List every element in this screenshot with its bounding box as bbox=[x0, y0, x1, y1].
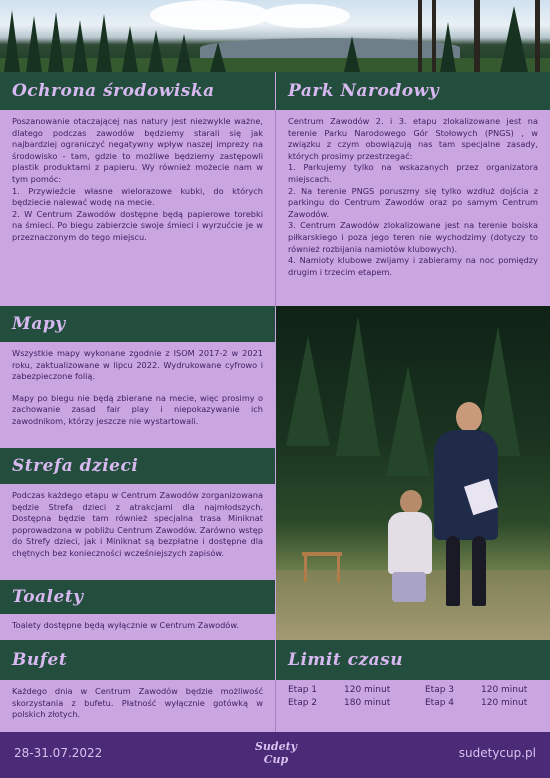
tree-trunk-shape bbox=[535, 0, 540, 72]
logo-line: Cup bbox=[263, 753, 289, 766]
stage-label: Etap 2 bbox=[288, 698, 318, 708]
child-legs bbox=[392, 572, 426, 602]
list-item: 2. Na terenie PNGS poruszmy się tylko wzdłuż dojścia z parkingu do Centrum Zawodów oraz po samym Centrum Zawodów. bbox=[288, 185, 538, 219]
runner-head bbox=[456, 402, 482, 432]
tree-trunk-shape bbox=[418, 0, 422, 72]
list-item: 4. Namioty klubowe zwijamy i zabieramy na noc pomiędzy drugim i trzecim etapem. bbox=[288, 255, 538, 277]
event-dates: 28-31.07.2022 bbox=[14, 746, 103, 760]
paragraph: Centrum Zawodów 2. i 3. etapu zlokalizowane jest na terenie Parku Narodowego Gór Stołowych (PNGS) , w związku z czym obowiązują nas tam specjalne zasady, których prosimy przestrzegać: bbox=[288, 116, 538, 161]
stage-time: 180 minut bbox=[344, 698, 391, 708]
section-heading-park: Park Narodowy bbox=[276, 72, 550, 110]
paragraph: Każdego dnia w Centrum Zawodów będzie możliwość skorzystania z bufetu. Płatność wyłącznie gotówką w polskich złotych. bbox=[12, 686, 263, 720]
cloud-shape bbox=[150, 0, 270, 30]
tree-shape bbox=[4, 10, 20, 72]
runner-leg bbox=[472, 536, 486, 606]
list-item: 2. W Centrum Zawodów dostępne będą papierowe torebki na śmieci. Po biegu zabierzcie swoje śmieci i wyrzućcie je w przeznaczonym do tego miejscu. bbox=[12, 208, 263, 242]
tree-shape bbox=[440, 22, 456, 72]
pine-shape bbox=[336, 316, 380, 456]
list-item: 3. Centrum Zawodów zlokalizowane jest na terenie boiska piłkarskiego i poza jego teren nie wychodzimy (dotyczy to również rozbijania namiotów klubowych). bbox=[288, 220, 538, 254]
paragraph: Toalety dostępne będą wyłącznie w Centrum Zawodów. bbox=[12, 620, 239, 630]
paragraph: Mapy po biegu nie będą zbierane na mecie, więc prosimy o zachowanie zasad fair play i niepokazywanie ich zawodnikom, którzy jeszcze nie wystartowali. bbox=[12, 392, 263, 426]
section-body-bufet bbox=[0, 680, 275, 732]
stage-time: 120 minut bbox=[481, 698, 528, 708]
section-heading-strefa: Strefa dzieci bbox=[0, 448, 275, 484]
tree-trunk-shape bbox=[432, 0, 436, 72]
tree-shape bbox=[148, 30, 164, 72]
time-limit-table bbox=[276, 680, 550, 722]
column-divider bbox=[275, 110, 276, 306]
logo-line: Sudety bbox=[254, 740, 298, 753]
section-body-strefa bbox=[0, 484, 275, 580]
section-heading-ochrona: Ochrona środowiska bbox=[0, 72, 275, 110]
tree-shape bbox=[26, 16, 42, 72]
sudety-cup-logo bbox=[250, 740, 302, 770]
list-item: 1. Przywieźcie własne wielorazowe kubki, do których będziecie nalewać wodę na mecie. bbox=[12, 185, 263, 208]
pine-shape bbox=[286, 336, 330, 446]
stage-label: Etap 1 bbox=[288, 685, 318, 695]
child-head bbox=[400, 490, 422, 514]
bench-shape bbox=[302, 552, 342, 556]
child-runner bbox=[388, 512, 432, 574]
bench-leg bbox=[304, 556, 307, 582]
footer-bar bbox=[0, 732, 550, 778]
cloud-shape bbox=[260, 4, 350, 28]
section-heading-bufet: Bufet bbox=[0, 640, 275, 680]
paragraph: Wszystkie mapy wykonane zgodnie z ISOM 2017-2 w 2021 roku, zaktualizowane w lipcu 2022. Wydrukowane cyfrowo i zabezpieczone folią. bbox=[12, 348, 263, 382]
bench-leg bbox=[337, 556, 340, 582]
paragraph: Podczas każdego etapu w Centrum Zawodów zorganizowana będzie Strefa dzieci z atrakcjami dla najmłodszych. Dostępna będzie tam również specjalna trasa Miniknat poprowadzona w pobliżu Centrum Zawodów. Zarówno wstęp do Strefy dzieci, jak i Miniknat są bezpłatne i dostępne dla chętnych bez konieczności wcześniejszych zapisów. bbox=[12, 490, 263, 558]
tree-shape bbox=[96, 14, 112, 72]
list-item: 1. Parkujemy tylko na wskazanych przez organizatora miejscach. bbox=[288, 162, 538, 184]
section-body-mapy bbox=[0, 342, 275, 448]
stage-time: 120 minut bbox=[344, 685, 391, 695]
section-body-park bbox=[276, 110, 550, 306]
tree-trunk-shape bbox=[474, 0, 480, 72]
section-heading-toalety: Toalety bbox=[0, 580, 275, 614]
pine-shape bbox=[386, 366, 430, 476]
runner-leg bbox=[446, 536, 460, 606]
section-body-toalety bbox=[0, 614, 275, 640]
section-body-ochrona bbox=[0, 110, 275, 306]
stage-label: Etap 4 bbox=[425, 698, 455, 708]
column-divider bbox=[275, 680, 276, 732]
paragraph: Poszanowanie otaczającej nas natury jest niezwykle ważne, dlatego podczas zawodów będziemy starali się jak najbardziej ograniczyć negatywny wpływ naszej imprezy na środowisko - tam, gdzie to możliwe będziemy zastępowli plastik produktami z papieru. Wy również możecie nam w tym pomóc: bbox=[12, 116, 263, 184]
runners-photo bbox=[276, 306, 550, 640]
tree-shape bbox=[48, 12, 64, 72]
section-heading-mapy: Mapy bbox=[0, 306, 275, 342]
tree-shape bbox=[72, 20, 88, 72]
tree-shape bbox=[176, 34, 192, 72]
section-heading-limit: Limit czasu bbox=[276, 640, 550, 680]
website-link[interactable]: sudetycup.pl bbox=[458, 746, 536, 760]
tree-shape bbox=[210, 42, 226, 72]
tree-shape bbox=[344, 36, 360, 72]
stage-time: 120 minut bbox=[481, 685, 528, 695]
stage-label: Etap 3 bbox=[425, 685, 455, 695]
tree-shape bbox=[122, 26, 138, 72]
forest-photo-banner bbox=[0, 0, 550, 72]
tree-shape bbox=[500, 6, 528, 72]
